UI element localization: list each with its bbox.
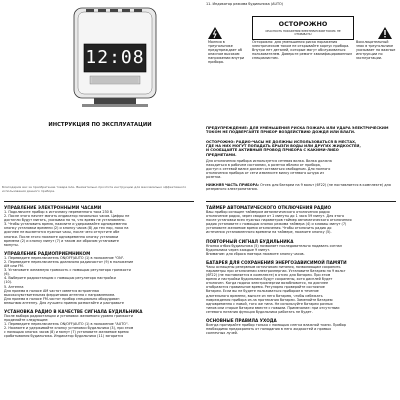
caution-title: ОСТОРОЖНО bbox=[278, 20, 328, 28]
bottom-part-paragraph bbox=[206, 183, 396, 191]
plug-paragraph bbox=[206, 159, 396, 179]
section-title-radio: УПРАВЛЕНИЕ РАДИОПРИЕМНИКОМ bbox=[4, 250, 91, 256]
bottom-part-title: НИЖНЯЯ ЧАСТЬ ПРИБОРА: bbox=[206, 183, 260, 187]
list-item: 5. Антенна bbox=[4, 284, 24, 289]
list-item: времени (2) и кнопку минут (7) и таким же образом установите bbox=[4, 238, 119, 243]
list-item: 2. После этого начнет мигать индикатор начальных часов. Цифры не bbox=[4, 214, 130, 219]
body-line: отключения прибора от сети извлеките вилку сетевого шнура из bbox=[206, 171, 324, 176]
list-item: Внимание: для сброса повтора нажмите кнопку часов. bbox=[206, 251, 305, 256]
list-item: 1. Подключите прибор к источнику переменного тока 230 В. bbox=[4, 210, 114, 214]
list-item: необходимо предохранять от попадания в него жидкостей и прямых bbox=[206, 327, 332, 332]
caution-line: ГДЕ НА НИХ МОГУТ ПОПАДАТЬ БРЫЗГИ ВОДЫ ИЛИ ДРУГИХ ЖИДКОСТЕЙ, bbox=[206, 144, 361, 149]
divider-left bbox=[4, 201, 194, 202]
caution-line: ОСТОРОЖНО: РАДИО-ЧАСЫ НЕ ДОЛЖНЫ ИСПОЛЬЗОВАТЬСЯ В МЕСТАХ, bbox=[206, 140, 357, 144]
list-item: (6). bbox=[4, 272, 10, 277]
clock-time-display: 12:08 bbox=[85, 47, 145, 68]
caution-line: ПРЕДМЕТАМИ. bbox=[206, 152, 237, 157]
bottom-part-text: Отсек для батареи на 9 вольт (6F22) (не поставляется в комплекте) для резервного электропитания. bbox=[206, 183, 391, 192]
list-item: дисплее не высветятся нужные часы, после чего отпустите обе bbox=[4, 230, 120, 235]
list-item: срабатывания будильника. Индикатор будильника (11) загорится bbox=[4, 334, 124, 339]
list-item: сетевого питания функция будильника работать не будет. bbox=[206, 309, 313, 314]
list-item: отключен. Когда подача электроэнергии возобновится, на дисплее bbox=[206, 281, 329, 286]
list-item: Для приема в полосе AM частот имеется встроенная bbox=[4, 288, 99, 293]
body-line: находиться в рабочем состоянии, а розетка вблизи от прибора, bbox=[206, 163, 321, 168]
caution-subtitle: ОПАСНОСТЬ ПОРАЖЕНИЯ ЭЛЕКТРИЧЕСКИМ ТОКОМ. НЕ ОТКРЫВАТЬ! bbox=[265, 30, 341, 36]
list-item: после установки всех нужных параметров таймер автоматического отключения bbox=[206, 218, 352, 223]
right-column bbox=[206, 205, 398, 335]
list-item: параметры при отключении электроэнергии. Установите батарею на 9 вольт bbox=[206, 268, 346, 273]
list-item: 1. Переведите переключатель ON/OFF/AUTO (1) в положение "ON". bbox=[4, 255, 125, 260]
body-line: доступ к сетевой вилке должен оставаться свободным. Для полного bbox=[206, 167, 331, 172]
left-column bbox=[4, 205, 196, 339]
list-item: 3. Чтобы установить время, нажмите и удерживайте одновременно bbox=[4, 222, 127, 227]
list-item: Кнопка отбоя будильника (5) позволяет последовательно подавать сигнал bbox=[206, 243, 342, 248]
list-item: достигли будут мигать, указывая на то, что время не установлено. bbox=[4, 218, 126, 223]
list-item: (6F22) (не поставляется в комплекте) в отсек для батареи. При этом bbox=[206, 273, 331, 278]
section-title-care: ОСНОВНЫЕ ПРАВИЛА УХОДА bbox=[206, 317, 277, 323]
list-item: установите желаемое время отключения. Чтобы отключить радио до bbox=[206, 226, 332, 231]
section-title-snooze: ПОВТОРНЫЙ СИГНАЛ БУДИЛЬНИКА bbox=[206, 238, 294, 244]
list-item: время и настройки будильника будут сохранены, хотя дисплей будет bbox=[206, 277, 333, 282]
clock-illustration bbox=[68, 6, 168, 116]
list-item: Для приема в полосе FM-частот прибор специально оборудован bbox=[4, 296, 120, 301]
list-item: типов или старые батареи вместе с новыми. Примечание: при отсутствии bbox=[206, 305, 340, 310]
alarm-indicator-item: 11. Индикатор режима будильника (AUTO) bbox=[206, 2, 284, 6]
caution-line: И СООБЩАЙТЕ АКТИВНЫЙ ПРОВОД ПРИБОРА С КАКИМИ-ЛИБО bbox=[206, 148, 339, 153]
list-item: Часы оснащены резервным источником питания, позволяющим сохранить bbox=[206, 264, 341, 269]
manual-subtitle: Благодарим вас за приобретение товара GAL. Внимательно прочтите инструкцию для максимально эффективного использования данного прибора. bbox=[2, 185, 187, 193]
list-item: минуты. bbox=[4, 242, 19, 247]
list-item: отключение радио, через сводом от 1 минуты до 1 часа 59 минут. Для этого bbox=[206, 214, 345, 219]
caution-note: Осторожно: для уменьшения риска поражения электрическим током не открывайте корпус прибора. Внутри нет деталей, которые могут обслуживаться пользователем. Доверьте ремонт квалифицированным специалистам. bbox=[252, 40, 352, 61]
section-title-clock: УПРАВЛЕНИЕ ЭЛЕКТРОННЫМИ ЧАСАМИ bbox=[4, 205, 102, 210]
list-item: Ваш прибор оснащен таймером автоматического отключения радио bbox=[206, 210, 330, 214]
list-item: с помощью кнопок часов (8) и минут (7) установите желаемое время bbox=[4, 330, 129, 335]
list-item: проделайте следующее: bbox=[4, 318, 49, 323]
section-title-alarm-radio: УСТАНОВКА РАДИО В КАЧЕСТВЕ СИГНАЛА БУДИЛЬНИКА bbox=[4, 308, 143, 314]
section-title-sleep-timer: ТАЙМЕР АВТОМАТИЧЕСКОГО ОТКЛЮЧЕНИЯ РАДИО bbox=[206, 205, 332, 210]
list-item: кнопку установки времени (2) и кнопку часов (8) до тех пор, пока на bbox=[4, 226, 129, 231]
list-item: внешнюю антенну. Для лучшего приема размотайте и расправьте bbox=[4, 300, 124, 305]
manual-title: ИНСТРУКЦИЯ ПО ЭКСПЛУАТАЦИИ bbox=[48, 122, 152, 128]
section-title-battery: БАТАРЕЯ ДЛЯ СОХРАНЕНИЯ ЭНЕРГОЗАВИСИМОЙ ПАМЯТИ bbox=[206, 259, 347, 265]
list-item: батареи. Если вы не будете пользоваться прибором в течение bbox=[206, 289, 319, 294]
list-item: 2. Нажмите и удерживайте кнопку установки будильника (3), при этом bbox=[4, 326, 134, 331]
warning-heading: ПРЕДУПРЕЖДЕНИЕ: ДЛЯ УМЕНЬШЕНИЯ РИСКА ПОЖАРА ИЛИ УДАРА ЭЛЕКТРИЧЕСКИМ ТОКОМ НЕ ПОДВЕРГАЙТЕ ПРИБОР ВОЗДЕЙСТВИЮ ДОЖДЯ ИЛИ ВЛАГИ. bbox=[206, 126, 389, 135]
list-item: (10). bbox=[4, 280, 13, 285]
list-item: одновременно с новой, того же типа. Не используйте батареи разных bbox=[206, 301, 333, 306]
list-item: 4. Выберите радиостанцию с помощью регулятора настройки bbox=[4, 276, 116, 281]
list-item: отобразится правильное время. Регулярно проверяйте состояние bbox=[206, 285, 325, 290]
list-item: Всегда протирайте прибор только с помощью слегка влажной ткани. Прибор bbox=[206, 322, 346, 327]
body-line: розетки. bbox=[206, 175, 222, 180]
warning-block bbox=[206, 14, 396, 84]
list-item: После выбора радиостанции и установки желаемого уровня громкости bbox=[4, 313, 133, 318]
divider-right bbox=[206, 201, 396, 202]
lightning-note: Молния в треугольнике предупреждает об опасном высоком напряжении внутри прибора. bbox=[208, 40, 245, 65]
list-item: кнопки. После этого нажмите одновременно кнопку установки bbox=[4, 234, 119, 239]
caution-box bbox=[252, 16, 354, 40]
list-item: солнечных лучей. bbox=[206, 331, 238, 336]
list-item: AM или FM. bbox=[4, 264, 24, 269]
list-item: высокочувствительная ферритовая антенна с направлением. bbox=[4, 292, 116, 297]
list-item: повреждения прибора из-за протекания батареи. Заменяйте батарею bbox=[206, 297, 333, 302]
list-item: 1. Переведите переключатель ON/OFF/AUTO (1) в положение "AUTO". bbox=[4, 322, 129, 327]
exclamation-note: Восклицательный знак в треугольнике указывает на важные инструкции по эксплуатации. bbox=[356, 40, 396, 61]
list-item: длительного времени, выньте из него батарею, чтобы избежать bbox=[206, 293, 323, 298]
list-item: радио установите с помощью кнопок режима таймера (4) и клавиш минут (7) bbox=[206, 222, 347, 227]
list-item: 2. Переведите переключатель диапазона радиочастот (9) в положение bbox=[4, 259, 134, 264]
caution-lines bbox=[206, 140, 396, 157]
body-line: Для отключения прибора используется сетевая вилка. Вилка должна bbox=[206, 159, 332, 163]
list-item: 3. Установите желаемую громкость с помощью регулятора громкости bbox=[4, 268, 131, 273]
list-item: будильника через каждые 9 минут. bbox=[206, 247, 271, 252]
list-item: истечения установленного времени на таймере, нажмите кнопку (5). bbox=[206, 230, 332, 235]
